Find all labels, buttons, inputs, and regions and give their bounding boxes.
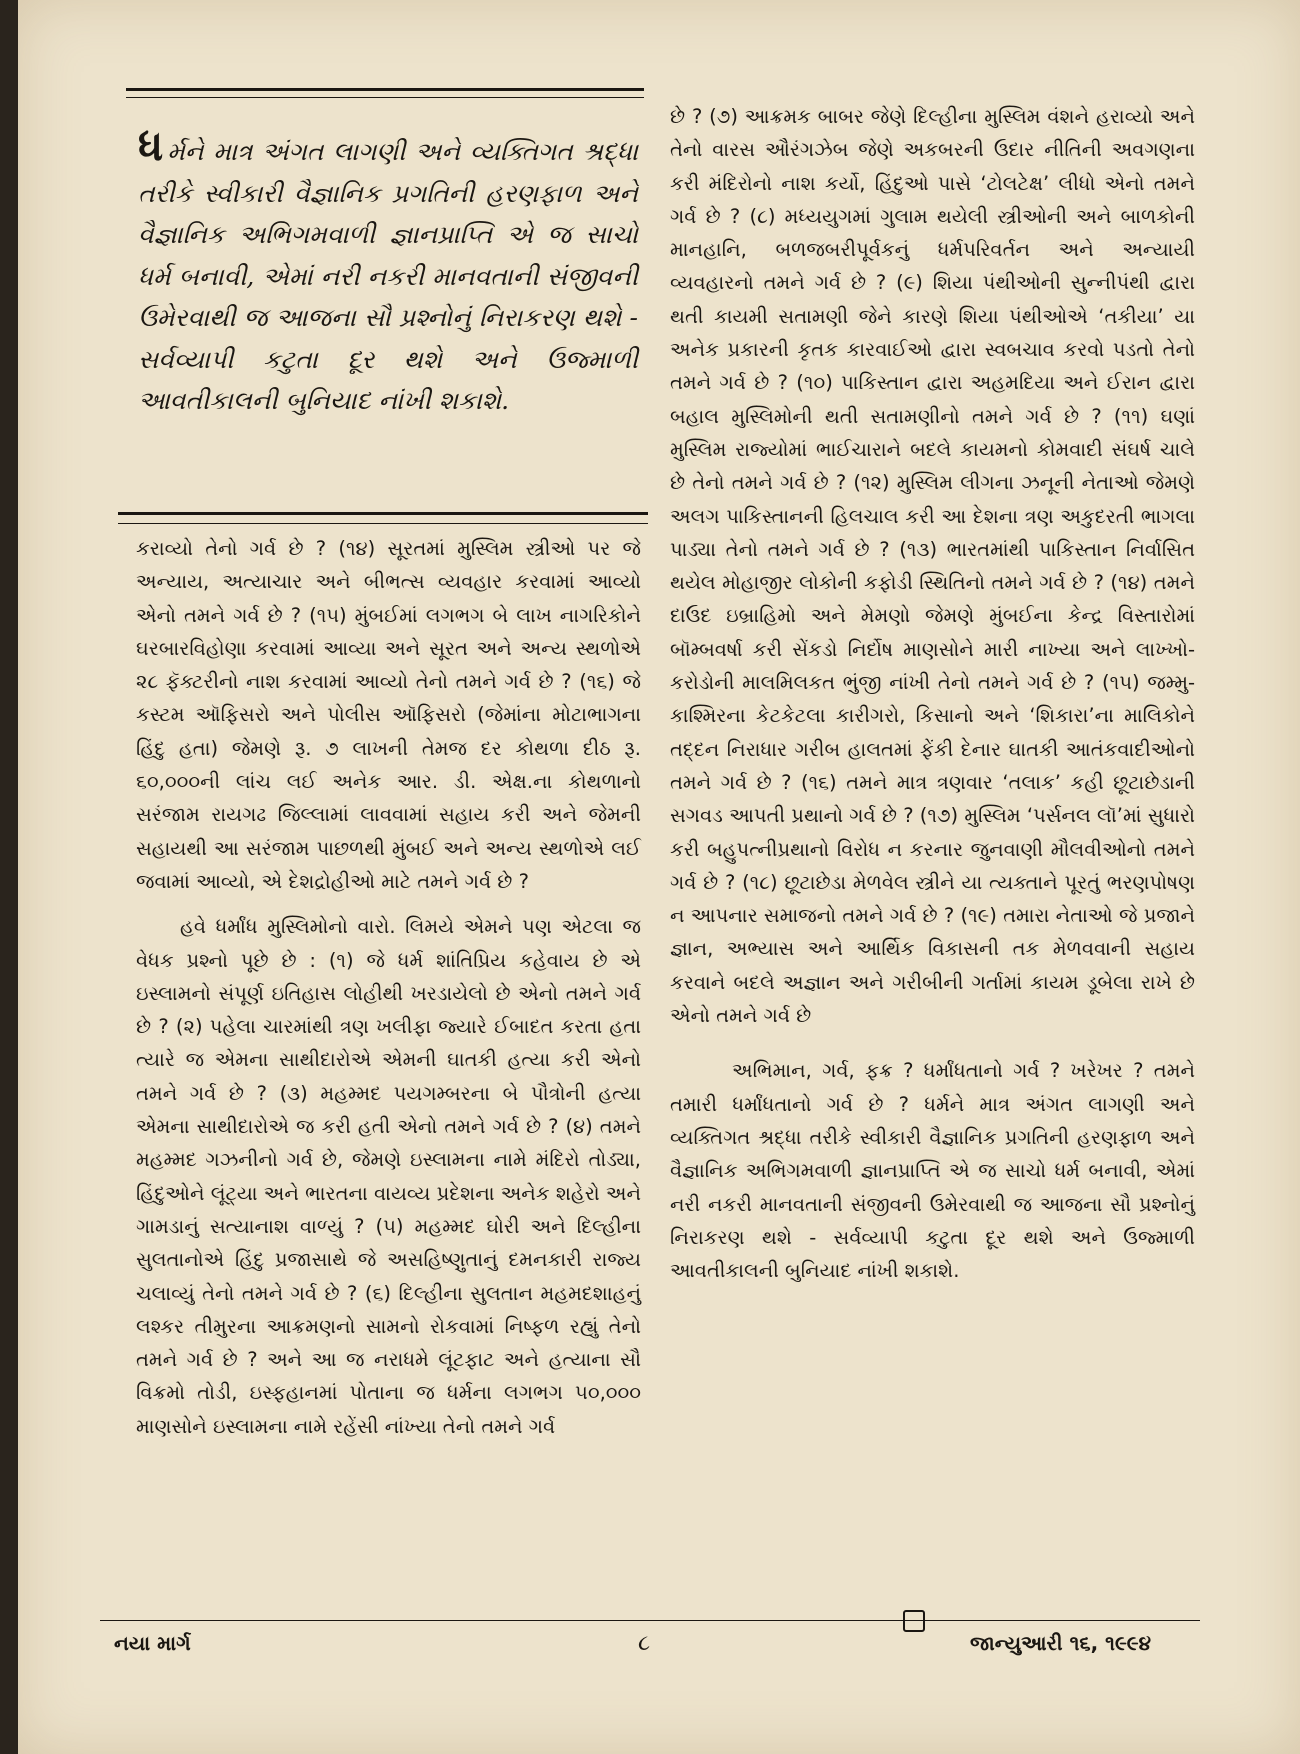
- footer-page-number: ૮: [638, 1631, 651, 1656]
- left-column: [136, 532, 641, 1443]
- magazine-page: [18, 0, 1300, 1754]
- right-column: [670, 100, 1195, 1287]
- left-paragraph-1: કરાવ્યો તેનો ગર્વ છે ? (૧૪) સૂરતમાં મુસ્લિમ સ્ત્રીઓ પર જે અન્યાય, અત્યાચાર અને બીભત્સ વ્યવહાર કરવામાં આવ્યો એનો તમને ગર્વ છે ? (૧૫) મુંબઈમાં લગભગ બે લાખ નાગરિકોને ઘરબારવિહોણા કરવામાં આવ્યા અને સૂરત અને અન્ય સ્થળોએ ૨૮ ફૅક્ટરીનો નાશ કરવામાં આવ્યો તેનો તમને ગર્વ છે ? (૧૬) જે કસ્ટમ ઑફિસરો અને પોલીસ ઑફિસરો (જેમાંના મોટાભાગના હિંદુ હતા) જેમણે રૂ. ૭ લાખની તેમજ દર કોથળા દીઠ રૂ. ૬૦,૦૦૦ની લાંચ લઈ અનેક આર. ડી. એક્ષ.ના કોથળાનો સરંજામ રાયગઢ જિલ્લામાં લાવવામાં સહાય કરી અને જેમની સહાયથી આ સરંજામ પાછળથી મુંબઈ અને અન્ય સ્થળોએ લઈ જવામાં આવ્યો, એ દેશદ્રોહીઓ માટે તમને ગર્વ છે ?: [136, 537, 641, 893]
- footer-date: જાન્યુઆરી ૧૬, ૧૯૯૪: [970, 1631, 1152, 1655]
- footer-rule: [100, 1620, 1200, 1621]
- footer-publication-name: નયા માર્ગ: [114, 1631, 191, 1655]
- right-paragraph-1: છે ? (૭) આક્રમક બાબર જેણે દિલ્હીના મુસ્લિમ વંશને હરાવ્યો અને તેનો વારસ ઔરંગઝેબ જેણે અકબરની ઉદાર નીતિની અવગણના કરી મંદિરોનો નાશ કર્યો, હિંદુઓ પાસે ‘ટોલટેક્ષ’ લીધો એનો તમને ગર્વ છે ? (૮) મધ્યયુગમાં ગુલામ થયેલી સ્ત્રીઓની અને બાળકોની માનહાનિ, બળજબરીપૂર્વકનું ધર્મપરિવર્તન અને અન્યાયી વ્યવહારનો તમને ગર્વ છે ? (૯) શિયા પંથીઓની સુન્નીપંથી દ્વારા થતી કાયમી સતામણી જેને કારણે શિયા પંથીઓએ ‘તકીયા’ યા અનેક પ્રકારની કૃતક કારવાઈઓ દ્વારા સ્વબચાવ કરવો પડતો તેનો તમને ગર્વ છે ? (૧૦) પાકિસ્તાન દ્વારા અહમદિયા અને ઈરાન દ્વારા બહાલ મુસ્લિમોની થતી સતામણીનો તમને ગર્વ છે ? (૧૧) ઘણાં મુસ્લિમ રાજ્યોમાં ભાઈચારાને બદલે કાયમનો કોમવાદી સંઘર્ષ ચાલે છે તેનો તમને ગર્વ છે ? (૧૨) મુસ્લિમ લીગના ઝનૂની નેતાઓ જેમણે અલગ પાકિસ્તાનની હિલચાલ કરી આ દેશના ત્રણ અકુદરતી ભાગલા પાડ્યા તેનો તમને ગર્વ છે ? (૧૩) ભારતમાંથી પાકિસ્તાન નિર્વાસિત થયેલ મોહાજીર લોકોની કફોડી સ્થિતિનો તમને ગર્વ છે ? (૧૪) તમને દાઉદ ઇબ્રાહિમો અને મેમણો જેમણે મુંબઈના કેન્દ્ર વિસ્તારોમાં બૉમ્બવર્ષા કરી સેંકડો નિર્દોષ માણસોને મારી નાખ્યા અને લાખ્ખો-કરોડોની માલમિલકત ભુંજી નાંખી તેનો તમને ગર્વ છે ? (૧૫) જમ્મુ-કાશ્મિરના કેટકેટલા કારીગરો, કિસાનો અને ‘શિકારા’ના માલિકોને તદ્દન નિરાધાર ગરીબ હાલતમાં ફેંકી દેનાર ઘાતકી આતંકવાદીઓનો તમને ગર્વ છે ? (૧૬) તમને માત્ર ત્રણવાર ‘તલાક’ કહી છૂટાછેડાની સગવડ આપતી પ્રથાનો ગર્વ છે ? (૧૭) મુસ્લિમ ‘પર્સનલ લૉ’માં સુધારો કરી બહુપત્નીપ્રથાનો વિરોધ ન કરનાર જુનવાણી મૌલવીઓનો તમને ગર્વ છે ? (૧૮) છૂટાછેડા મેળવેલ સ્ત્રીને યા ત્યક્તાને પૂરતું ભરણપોષણ ન આપનાર સમાજનો તમને ગર્વ છે ? (૧૯) તમારા નેતાઓ જે પ્રજાને જ્ઞાન, અભ્યાસ અને આર્થિક વિકાસની તક મેળવવાની સહાય કરવાને બદલે અજ્ઞાન અને ગરીબીની ગર્તામાં કાયમ ડૂબેલા રાખે છે એનો તમને ગર્વ છે: [670, 105, 1195, 1028]
- end-of-article-square-icon: [903, 1610, 925, 1632]
- mid-double-rule: [118, 512, 648, 524]
- pull-quote: [138, 121, 638, 422]
- pull-quote-text: ર્મને માત્ર અંગત લાગણી અને વ્યક્તિગત શ્રદ્ધા તરીકે સ્વીકારી વૈજ્ઞાનિક પ્રગતિની હરણફાળ અને વૈજ્ઞાનિક અભિગમવાળી જ્ઞાનપ્રાપ્તિ એ જ સાચો ધર્મ બનાવી, એમાં નરી નકરી માનવતાની સંજીવની ઉમેરવાથી જ આજના સૌ પ્રશ્નોનું નિરાકરણ થશે - સર્વવ્યાપી કટુતા દૂર થશે અને ઉજ્માળી આવતીકાલની બુનિયાદ નાંખી શકાશે.: [138, 137, 638, 415]
- left-paragraph-2: હવે ધર્માંધ મુસ્લિમોનો વારો. લિમયે એમને પણ એટલા જ વેધક પ્રશ્નો પૂછે છે : (૧) જે ધર્મ શાંતિપ્રિય કહેવાય છે એ ઇસ્લામનો સંપૂર્ણ ઇતિહાસ લોહીથી ખરડાયેલો છે એનો તમને ગર્વ છે ? (૨) પહેલા ચારમાંથી ત્રણ ખલીફા જ્યારે ઈબાદત કરતા હતા ત્યારે જ એમના સાથીદારોએ એમની ઘાતકી હત્યા કરી એનો તમને ગર્વ છે ? (૩) મહમ્મદ પયગમ્બરના બે પૌત્રોની હત્યા એમના સાથીદારોએ જ કરી હતી એનો તમને ગર્વ છે ? (૪) તમને મહમ્મદ ગઝનીનો ગર્વ છે, જેમણે ઇસ્લામના નામે મંદિરો તોડ્યા, હિંદુઓને લૂંટ્યા અને ભારતના વાયવ્ય પ્રદેશના અનેક શહેરો અને ગામડાનું સત્યાનાશ વાળ્યું ? (૫) મહમ્મદ ઘોરી અને દિલ્હીના સુલતાનોએ હિંદુ પ્રજાસાથે જે અસહિષ્ણુતાનું દમનકારી રાજ્ય ચલાવ્યું તેનો તમને ગર્વ છે ? (૬) દિલ્હીના સુલતાન મહમદશાહનું લશ્કર તીમુરના આક્રમણનો સામનો રોકવામાં નિષ્ફળ રહ્યું તેનો તમને ગર્વ છે ? અને આ જ નરાધમે લૂંટફાટ અને હત્યાના સૌ વિક્રમો તોડી, ઇસ્ફહાનમાં પોતાના જ ધર્મના લગભગ ૫૦,૦૦૦ માણસોને ઇસ્લામના નામે રહેંસી નાંખ્યા તેનો તમને ગર્વ: [136, 915, 641, 1438]
- right-paragraph-2: અભિમાન, ગર્વ, ફક્ર ? ધર્માંધતાનો ગર્વ ? ખરેખર ? તમને તમારી ધર્માંધતાનો ગર્વ છે ? ધર્મને માત્ર અંગત લાગણી અને વ્યક્તિગત શ્રદ્ધા તરીકે સ્વીકારી વૈજ્ઞાનિક પ્રગતિની હરણફાળ અને વૈજ્ઞાનિક અભિગમવાળી જ્ઞાનપ્રાપ્તિ એ જ સાચો ધર્મ બનાવી, એમાં નરી નકરી માનવતાની સંજીવની ઉમેરવાથી જ આજના સૌ પ્રશ્નોનું નિરાકરણ થશે - સર્વવ્યાપી કટુતા દૂર થશે અને ઉજ્માળી આવતીકાલની બુનિયાદ નાંખી શકાશે.: [670, 1059, 1195, 1283]
- top-double-rule: [126, 88, 644, 98]
- pull-quote-dropcap: ધ: [138, 121, 164, 170]
